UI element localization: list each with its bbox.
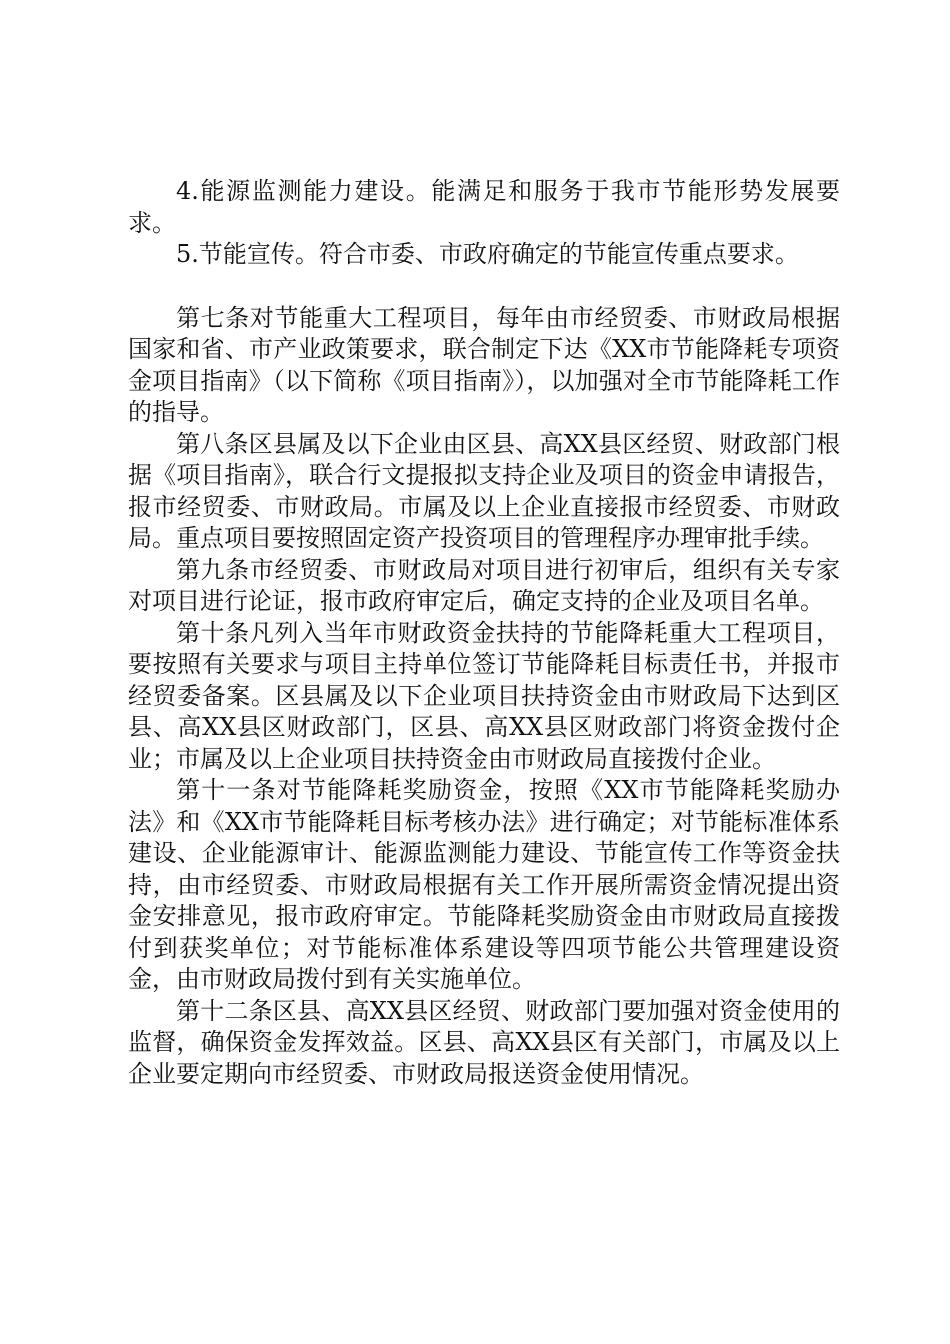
paragraph-item-5: 5.节能宣传。符合市委、市政府确定的节能宣传重点要求。 [176, 240, 799, 268]
paragraph-spacer [128, 271, 840, 303]
paragraph-item-4: 4.能源监测能力建设。能满足和服务于我市节能形势发展要求。 [128, 177, 840, 237]
paragraph-article-7: 第七条对节能重大工程项目，每年由市经贸委、市财政局根据国家和省、市产业政策要求，联合制定下达《XX市节能降耗专项资金项目指南》（以下简称《项目指南》），以加强对全市节能降耗工作的指导。 [128, 303, 840, 426]
paragraph-article-10: 第十条凡列入当年市财政资金扶持的节能降耗重大工程项目，要按照有关要求与项目主持单位签订节能降耗目标责任书，并报市经贸委备案。区县属及以下企业项目扶持资金由市财政局下达到区县、高XX县区财政部门，区县、高XX县区财政部门将资金拨付企业；市属及以上企业项目扶持资金由市财政局直接拨付企业。 [128, 618, 840, 773]
paragraph-article-12: 第十二条区县、高XX县区经贸、财政部门要加强对资金使用的监督，确保资金发挥效益。区县、高XX县区有关部门，市属及以上企业要定期向市经贸委、市财政局报送资金使用情况。 [128, 996, 840, 1088]
paragraph-article-8: 第八条区县属及以下企业由区县、高XX县区经贸、财政部门根据《项目指南》，联合行文提报拟支持企业及项目的资金申请报告，报市经贸委、市财政局。市属及以上企业直接报市经贸委、市财政局。重点项目要按照固定资产投资项目的管理程序办理审批手续。 [128, 429, 840, 552]
paragraph-article-11: 第十一条对节能降耗奖励资金，按照《XX市节能降耗奖励办法》和《XX市节能降耗目标考核办法》进行确定；对节能标准体系建设、企业能源审计、能源监测能力建设、节能宣传工作等资金扶持，由市经贸委、市财政局根据有关工作开展所需资金情况提出资金安排意见，报市政府审定。节能降耗奖励资金由市财政局直接拨付到获奖单位；对节能标准体系建设等四项节能公共管理建设资金，由市财政局拨付到有关实施单位。 [128, 776, 840, 993]
document-body [128, 176, 840, 1090]
paragraph-article-9: 第九条市经贸委、市财政局对项目进行初审后，组织有关专家对项目进行论证，报市政府审定后，确定支持的企业及项目名单。 [128, 555, 840, 615]
